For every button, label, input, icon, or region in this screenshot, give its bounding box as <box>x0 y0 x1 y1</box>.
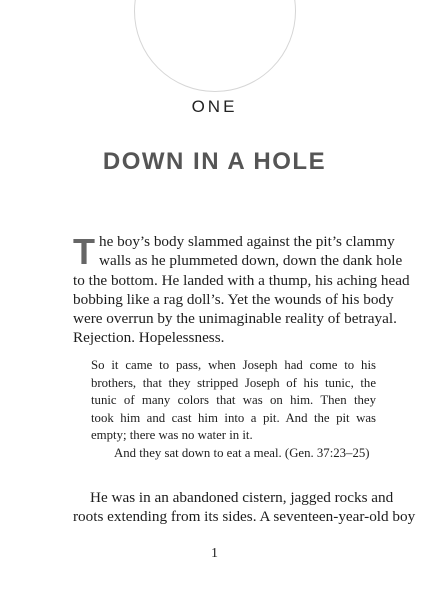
quote-citation: And they sat down to eat a meal. (Gen. 37:23–25) <box>114 445 370 460</box>
decorative-circle <box>134 0 296 92</box>
quote-line: So it came to pass, when Joseph had come to his <box>91 358 376 372</box>
paragraph-line: to the bottom. He landed with a thump, his aching head <box>73 271 410 289</box>
paragraph-line: He was in an abandoned cistern, jagged rocks and <box>90 489 394 506</box>
quote-line: took him and cast him into a pit. And the pit was <box>91 410 376 425</box>
paragraph-line: walls as he plummeted down, down the dank hole <box>99 252 403 270</box>
drop-cap: T <box>73 231 95 272</box>
paragraph-line: Rejection. Hopelessness. <box>73 329 225 347</box>
opening-paragraph <box>73 231 410 348</box>
quote-line: brothers, that they stripped Joseph of his tunic, the <box>91 375 376 390</box>
paragraph-line: were overrun by the unimaginable reality of betrayal. <box>73 310 397 328</box>
paragraph-line: bobbing like a rag doll’s. Yet the wounds of his body <box>73 290 394 308</box>
chapter-number: ONE <box>191 97 238 116</box>
quote-line: empty; there was no water in it. <box>91 428 253 443</box>
continuation-paragraph <box>73 488 416 527</box>
paragraph-line: roots extending from its sides. A seventeen-year-old boy <box>73 508 416 526</box>
scripture-quote <box>91 357 376 463</box>
quote-line: tunic of many colors that was on him. Then they <box>91 393 376 408</box>
chapter-title: DOWN IN A HOLE <box>102 148 327 175</box>
page-number: 1 <box>211 546 218 561</box>
paragraph-line: he boy’s body slammed against the pit’s clammy <box>99 233 395 250</box>
